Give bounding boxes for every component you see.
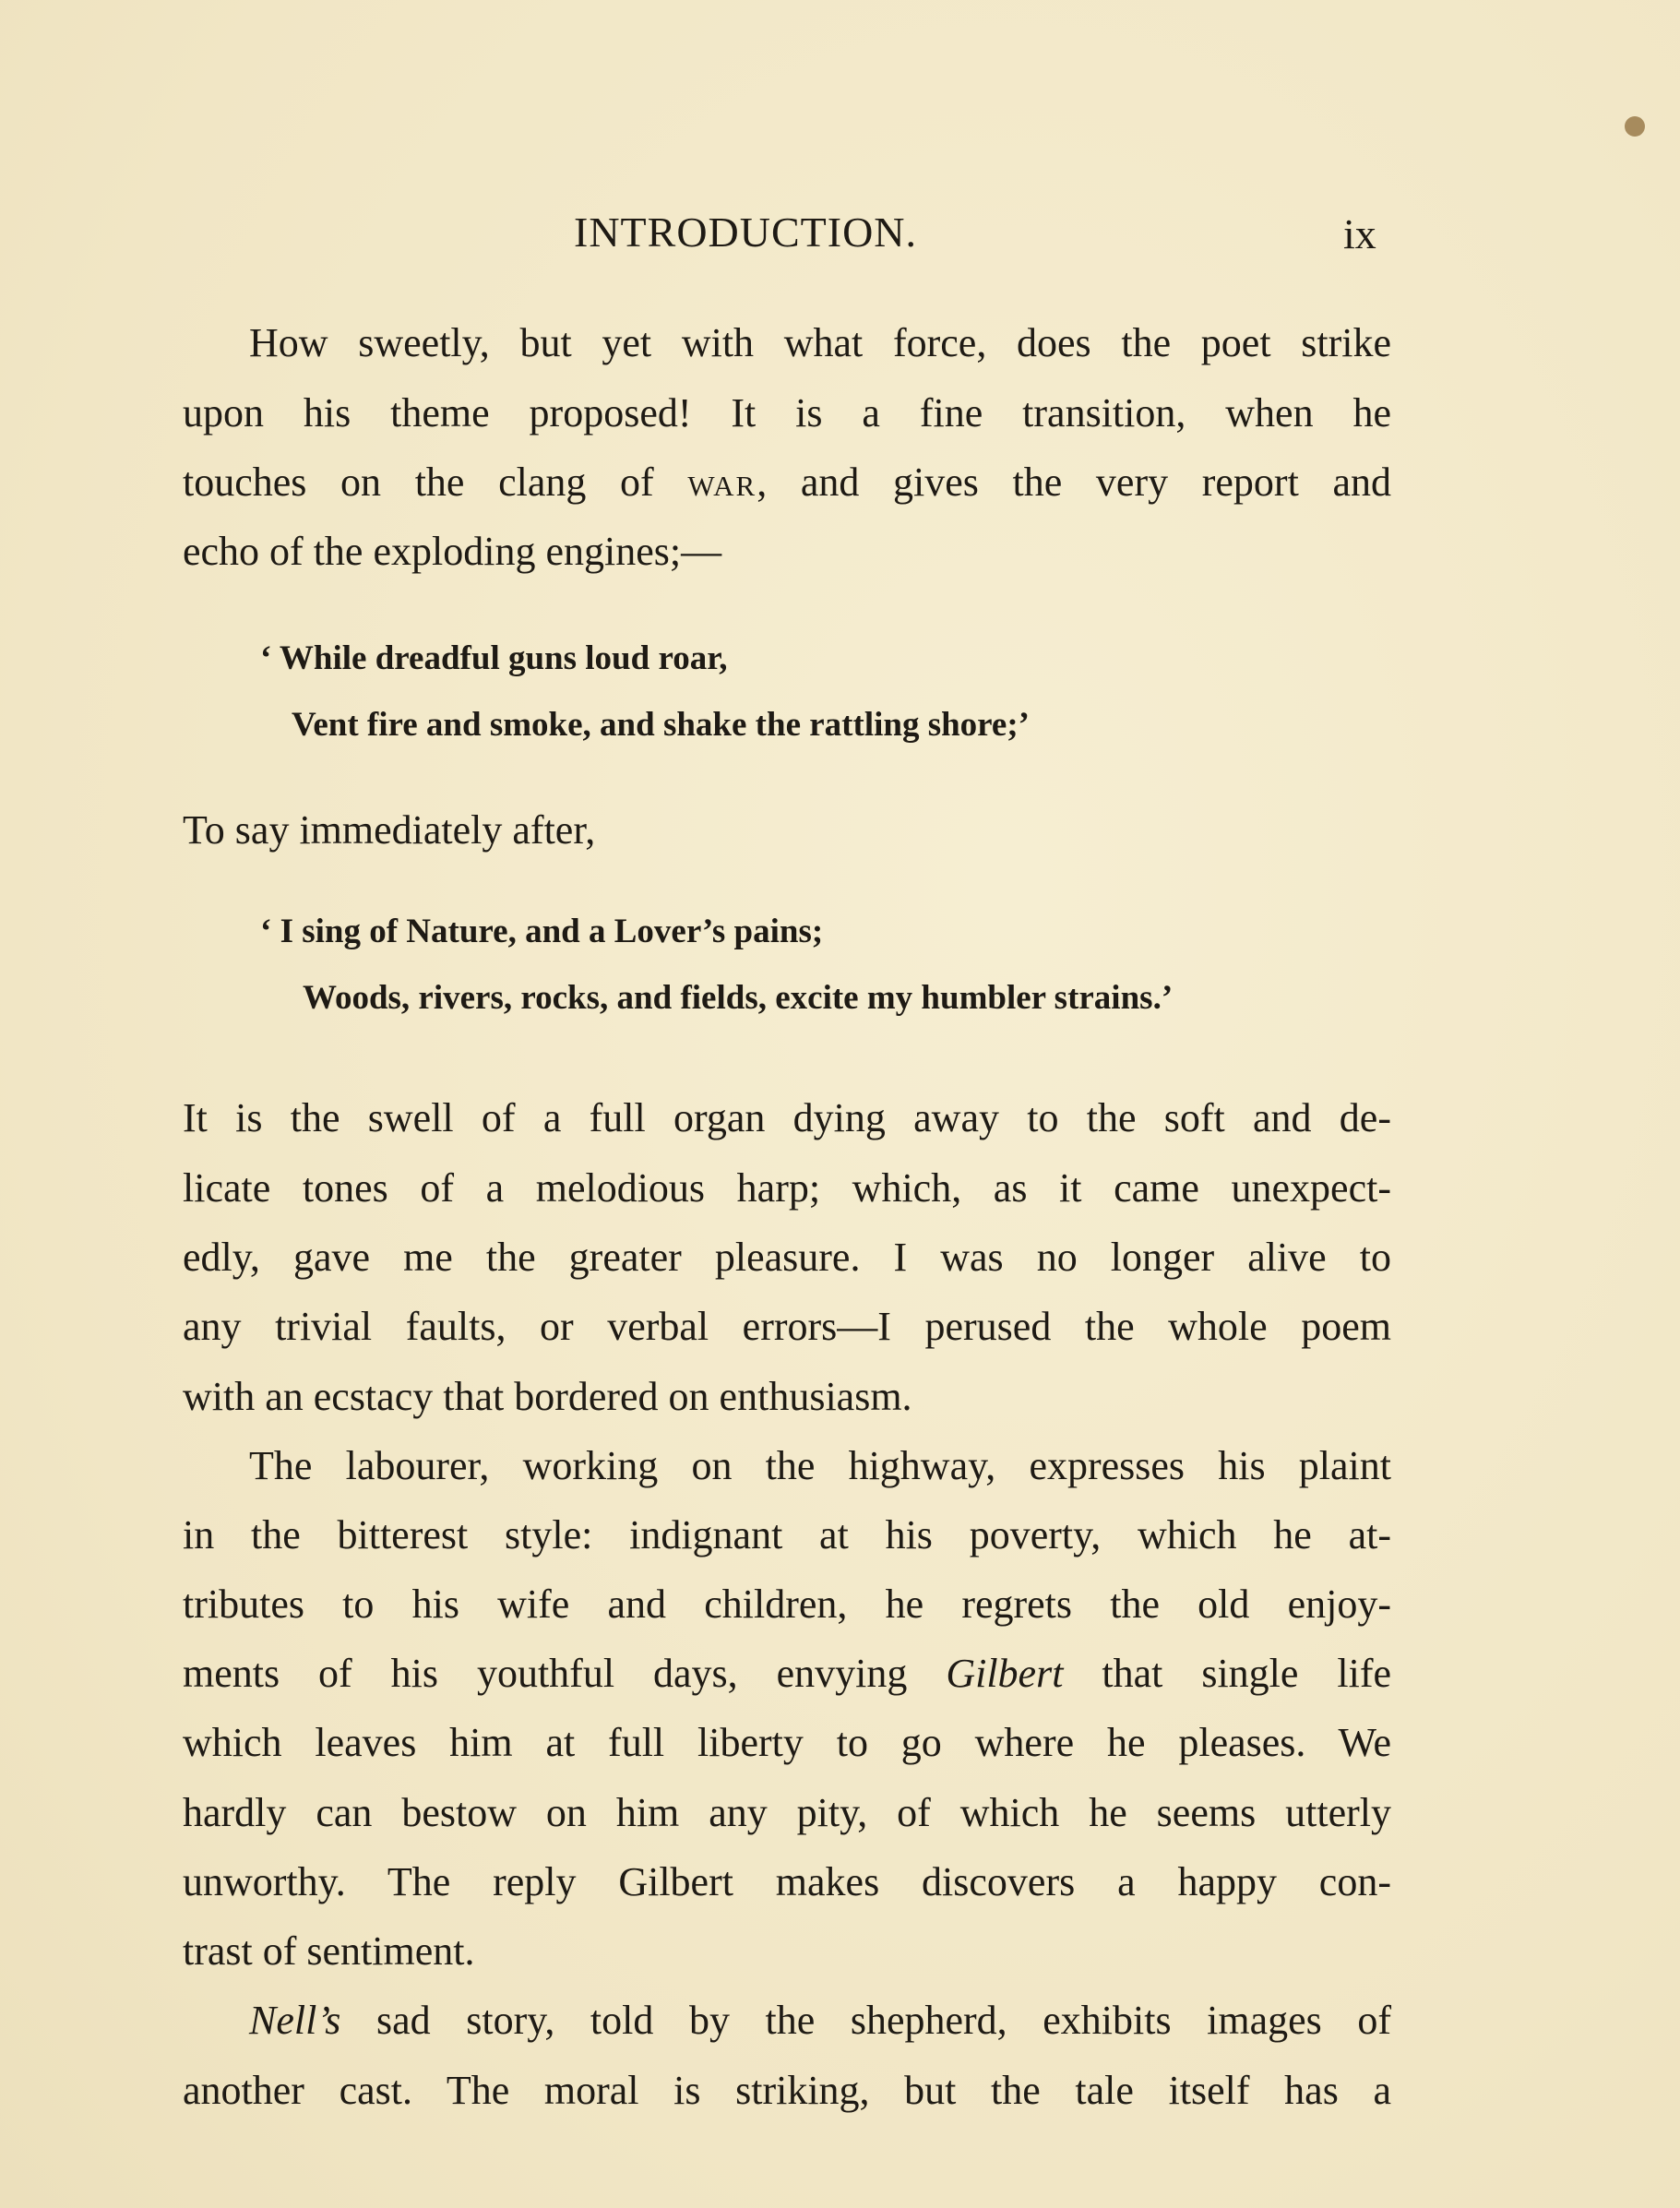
small-caps-word: war	[687, 460, 757, 505]
paragraph-3-line-2: in the bitterest style: indignant at his poverty, which he at-	[183, 1512, 1391, 1558]
paragraph-4-line-2: another cast. The moral is striking, but the tale itself has a	[183, 2068, 1391, 2113]
paragraph-2-line-2: licate tones of a melodious harp; which, as it came unexpect-	[183, 1165, 1391, 1211]
paragraph-2-line-4: any trivial faults, or verbal errors—I perused the whole poem	[183, 1304, 1391, 1349]
paragraph-4-line-1-after: sad story, told by the shepherd, exhibits images of	[340, 1998, 1391, 2043]
paragraph-1-line-2: upon his theme proposed! It is a fine transition, when he	[183, 390, 1391, 436]
paragraph-4-line-1	[249, 1997, 1391, 2045]
paragraph-1-line-4: echo of the exploding engines;—	[183, 529, 722, 574]
italic-name-gilbert: Gilbert	[946, 1651, 1064, 1696]
paragraph-1-line-1: How sweetly, but yet with what force, does the poet strike	[249, 320, 1391, 365]
verse-1-line-1: ‘ While dreadful guns loud roar,	[260, 639, 728, 677]
transition-line: To say immediately after,	[183, 807, 596, 853]
verse-1-line-2: Vent fire and smoke, and shake the rattling shore;’	[292, 706, 1030, 744]
paragraph-3-line-4	[183, 1650, 1391, 1698]
page-number: ix	[1343, 210, 1376, 257]
paragraph-3-line-7: unworthy. The reply Gilbert makes discovers a happy con-	[183, 1859, 1391, 1904]
paragraph-3-line-6: hardly can bestow on him any pity, of which he seems utterly	[183, 1790, 1391, 1835]
paragraph-2-line-5: with an ecstacy that bordered on enthusiasm.	[183, 1374, 912, 1419]
verse-2-line-1: ‘ I sing of Nature, and a Lover’s pains;	[260, 913, 824, 950]
paragraph-3-line-1: The labourer, working on the highway, expresses his plaint	[249, 1443, 1391, 1488]
paragraph-2-line-3: edly, gave me the greater pleasure. I was no longer alive to	[183, 1235, 1391, 1280]
paragraph-3-line-3: tributes to his wife and children, he regrets the old enjoy-	[183, 1581, 1391, 1627]
paragraph-3-line-5: which leaves him at full liberty to go where he pleases. We	[183, 1720, 1391, 1765]
italic-name-nells: Nell’s	[249, 1998, 341, 2043]
paragraph-2-line-1: It is the swell of a full organ dying away to the soft and de-	[183, 1095, 1391, 1140]
verse-2-line-2: Woods, rivers, rocks, and fields, excite my humbler strains.’	[303, 979, 1174, 1017]
ink-spot	[1625, 116, 1645, 137]
paragraph-3-line-8: trast of sentiment.	[183, 1928, 475, 1974]
paragraph-3-line-4-after: that single life	[1063, 1651, 1392, 1696]
running-head-title: INTRODUCTION.	[574, 209, 918, 256]
paragraph-1-line-3-after: , and gives the very report and	[757, 460, 1391, 505]
paragraph-3-line-4-before: ments of his youthful days, envying	[183, 1651, 947, 1696]
paragraph-1-line-3-before: touches on the clang of	[183, 460, 688, 505]
paragraph-1-line-3	[183, 459, 1391, 507]
